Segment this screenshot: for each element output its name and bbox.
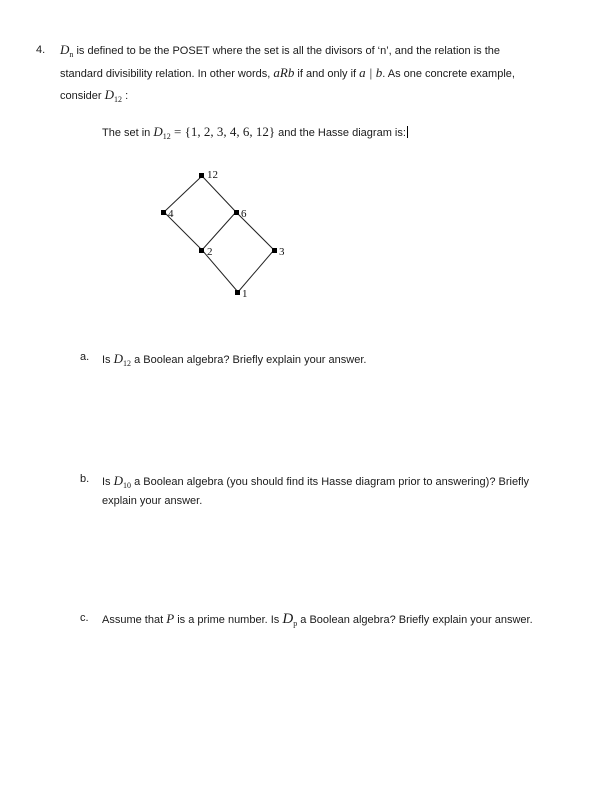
node-6 <box>234 210 239 215</box>
question-line-3: consider $D_{12}$ : <box>60 87 129 104</box>
question-line-1: $D_n$ is defined to be the POSET where the set is all the divisors of ‘n’, and the relation is the <box>60 42 500 59</box>
part-a-text: Is $D_{12}$ a Boolean algebra? Briefly explain your answer. <box>102 351 367 368</box>
question-line-2: standard divisibility relation. In other words, aRb if and only if a | b. As one concrete example, <box>60 65 515 80</box>
label-2: 2 <box>207 246 213 258</box>
node-1 <box>235 290 240 295</box>
question-number: 4. <box>36 44 46 56</box>
part-c-marker: c. <box>80 612 89 624</box>
edge-12-4 <box>164 176 202 212</box>
label-4: 4 <box>168 208 174 220</box>
part-b-marker: b. <box>80 473 90 485</box>
edge-3-1 <box>238 250 274 292</box>
label-6: 6 <box>241 208 247 220</box>
label-12: 12 <box>207 169 218 181</box>
edge-6-2 <box>202 212 236 250</box>
part-a-marker: a. <box>80 351 90 363</box>
part-b-text-line-2: explain your answer. <box>102 495 203 507</box>
part-c-text: Assume that P is a prime number. Is $D_p$ a Boolean algebra? Briefly explain your answer. <box>102 611 533 628</box>
set-symbol: $D_n$ <box>60 42 74 59</box>
edge-12-6 <box>202 176 236 212</box>
set-definition-line: The set in $D_{12} = \{1$, 2, 3, 4, 6, 12} and the Hasse diagram is: <box>102 124 406 141</box>
text-cursor <box>407 126 408 138</box>
part-b-text: Is $D_{10}$ a Boolean algebra (you should find its Hasse diagram prior to answering)? Briefly <box>102 473 530 490</box>
node-2 <box>199 248 204 253</box>
hasse-diagram <box>150 160 300 305</box>
label-1: 1 <box>242 288 248 300</box>
node-12 <box>199 173 204 178</box>
node-4 <box>161 210 166 215</box>
label-3: 3 <box>279 246 285 258</box>
node-3 <box>272 248 277 253</box>
